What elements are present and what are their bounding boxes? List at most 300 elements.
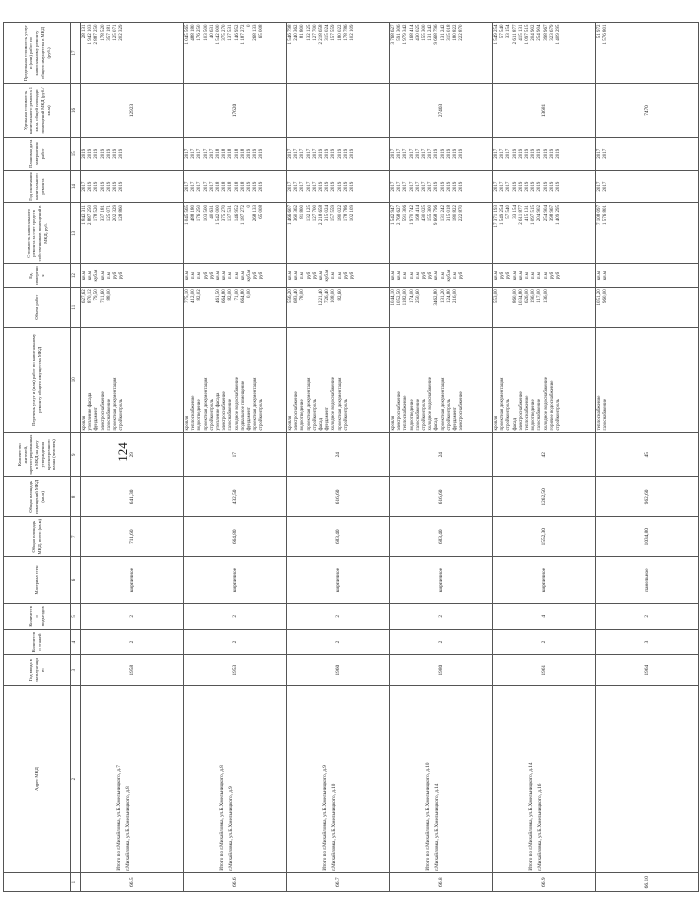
list-item: 40 631 [209,204,215,219]
list-item: 2 887 250 [94,24,100,45]
list-item: проектная документация [253,377,259,431]
list-item: 124,80 [446,289,452,304]
list-item: 202 329 [119,24,125,41]
column-number-row [71,23,81,892]
total-area: 683,40 [287,517,390,557]
volume-list [287,287,390,327]
list-item: 216,00 [452,289,458,304]
list-item: 2017 [500,148,506,159]
list-item: 254 904 [543,204,549,222]
list-item: руб [209,271,215,280]
list-item: 2017 [312,148,318,159]
list-item: 360 362 [294,204,300,222]
unit-list [493,264,596,287]
work-list [287,327,390,432]
list-item: кровля [82,415,87,431]
list-item: 2019 [253,148,259,159]
volume-list [493,287,596,327]
list-item: куб.м [94,269,100,282]
list-item: руб [312,271,318,280]
list-item: кв.м [82,270,87,281]
list-item: 131 242 [440,204,446,222]
list-item: 2018 [234,181,240,192]
floor-count: 2 [287,629,390,655]
list-item: п.м [440,272,446,280]
list-item: холодное водоснабжение [428,377,434,431]
list-item: 591 306 [403,204,409,222]
list-item: 128 860 [119,204,125,222]
address-cell [184,685,287,872]
volume-list [184,287,287,327]
list-item: кв.м [215,270,221,281]
list-item: теплоснабжение [524,395,530,431]
rooms-area: 616,60 [287,477,390,517]
list-item: 2019 [318,181,324,192]
list-item: 2019 [246,181,252,192]
list-item: 1 942 103 [88,24,94,45]
rooms-area: 641,30 [81,477,184,517]
list-item: 2018 [222,148,228,159]
list-item: 57 540 [500,24,506,39]
list-item: водоотведение [197,399,203,431]
list-item: 323 679 [549,24,555,41]
list-item: 180 822 [452,24,458,41]
list-item: 2019 [94,148,100,159]
address-cell [596,685,699,872]
column-number: 4 [71,629,81,655]
list-item: 2 218 658 [318,204,324,225]
list-item: фасад [512,417,518,431]
list-item: 2 887 250 [88,204,94,225]
list-item: 1 097 515 [531,204,537,225]
list-item: кв.м [318,270,324,281]
list-item: 683,40 [294,289,300,304]
list-item: 2019 [524,148,530,159]
list-item: 180 822 [452,204,458,222]
list-item: 2 611 877 [518,204,524,225]
list-item: п.м [300,272,306,280]
column-number: 14 [71,170,81,203]
list-item: 2019 [88,181,94,192]
list-item: 2017 [197,181,203,192]
list-item: 108,00 [331,289,337,304]
list-item: 2019 [343,181,349,192]
list-item: стройконтроль [555,399,561,431]
list-item: электроснабжение [294,391,300,431]
list-item: 180 022 [337,204,343,222]
list-item: газоснабжение [228,398,234,431]
address-line: г.Михайловка, ул.Б.Хмельницкого, д.8 [124,786,131,871]
list-item: теплоснабжение [597,395,602,431]
list-item: 2019 [94,181,100,192]
list-item: 28 131 [82,24,87,39]
list-item: 132 125 [306,204,312,222]
list-item: 168 414 [409,24,415,41]
list-item: проектная документация [440,377,446,431]
list-item: проектная документация [203,377,209,431]
list-item: 127 700 [312,24,318,41]
list-item: 2019 [543,148,549,159]
list-item: 2017 [185,148,190,159]
list-item: 2019 [549,148,555,159]
list-item: 775,10 [185,289,190,304]
column-number: 2 [71,685,81,872]
list-item: 2017 [294,181,300,192]
build-year: 1980 [390,655,493,685]
build-year: 1960 [287,655,390,685]
list-item: 860,00 [512,289,518,304]
list-item: 2019 [259,181,265,192]
list-item: п.м [537,272,543,280]
list-item: 315 024 [325,24,331,41]
work-list [390,327,493,432]
list-item: руб [259,271,265,280]
column-number: 10 [71,327,81,432]
list-item: проектная документация [500,377,506,431]
list-item: 2019 [82,148,87,159]
list-item: п.м [409,272,415,280]
list-item [259,289,265,325]
list-item: 1044,10 [391,289,396,306]
list-item: п.м [228,272,234,280]
list-item: 131 242 [428,24,434,41]
list-item: 726,40 [325,289,331,304]
work-list [596,327,699,432]
total-area: 664,80 [184,517,287,557]
column-number: 1 [71,873,81,892]
cost-list [184,203,287,264]
list-item: 2017 [288,181,293,192]
year-list [390,170,493,203]
address-cell [81,685,184,872]
list-item: руб [203,271,209,280]
list-item: 627,62 [82,289,87,304]
list-item: проектная документация [306,377,312,431]
list-item: кв.м [494,270,499,281]
list-item: стройконтроль [506,399,512,431]
row-number: 66.8 [390,873,493,892]
list-item: руб [506,271,512,280]
list-item: 2017 [494,148,499,159]
list-item: 178 520 [100,24,106,41]
list-item: 2017 [312,181,318,192]
list-item: 315 018 [446,204,452,222]
address-line: г.Михайловка, ул.Б.Хмельницкого, д.16 [536,783,543,871]
list-item: 461,50 [215,289,221,304]
list-item: 1 842 311 [82,204,87,225]
list-item: 415 131 [518,24,524,41]
list-item: 2019 [531,181,537,192]
list-item: 2017 [300,148,306,159]
total-line: Итого по г.Михайловка, ул.Б.Хмельницкого, д.8 [219,765,225,871]
list-item: куб.м [446,269,452,282]
specific-cost: 12923 [81,84,184,138]
list-item: 2018 [215,181,221,192]
list-item: газоснабжение [415,398,421,431]
column-number: 17 [71,23,81,84]
list-item: кровля [288,415,293,431]
list-item: 81 800 [300,204,306,219]
list-item: стройконтроль [421,399,427,431]
list-item: холодное водоснабжение [543,377,549,431]
list-item [459,289,465,325]
list-item: руб [349,271,355,280]
list-item: 125 071 [112,24,118,41]
list-item: 2017 [500,181,506,192]
list-item: 626,00 [524,289,530,304]
list-item: 2017 [415,181,421,192]
list-item: фундамент [246,407,252,431]
list-item: 2019 [343,148,349,159]
cost-list [390,203,493,264]
done-date-list [390,137,493,170]
list-item: 2017 [603,181,609,192]
done-date-list [493,137,596,170]
build-year: 1964 [596,655,699,685]
list-item: водоотведение [531,399,537,431]
list-item: 2019 [446,148,452,159]
list-item: 664,80 [222,289,228,304]
table-row [390,23,493,892]
list-item: п.м [331,272,337,280]
work-list [184,327,287,432]
wall-material: кирпичное [81,557,184,604]
list-item: руб [549,271,555,280]
list-item: теплоснабжение [191,395,197,431]
list-item: 132 125 [306,24,312,41]
list-item: электроснабжение [397,391,403,431]
column-number: 5 [71,603,81,629]
list-item: кв.м [240,270,246,281]
list-item: 2017 [409,181,415,192]
list-item: 2017 [415,148,421,159]
header-cell: Год окончания капитального ремонта [4,170,71,203]
list-item: п.м [452,272,458,280]
list-item: 2019 [518,148,524,159]
list-item: 176 250 [197,204,203,222]
list-item: кв.м [391,270,396,281]
address-cell [390,685,493,872]
cost-list [81,203,184,264]
list-item: 2017 [428,181,434,192]
list-item: 57 540 [506,204,512,219]
list-item: п.м [543,272,549,280]
list-item: п.м [197,272,203,280]
list-item: кв.м [288,270,293,281]
list-item: 2017 [294,148,300,159]
list-item: водоотведение [300,399,306,431]
list-item: 2019 [459,148,465,159]
list-item: 2019 [253,181,259,192]
list-item: руб [112,271,118,280]
year-list [184,170,287,203]
specific-cost [287,84,390,138]
unit-list [287,264,390,287]
list-item: 315 024 [325,204,331,222]
header-cell: Ед. измерения [4,264,71,287]
list-item: 2019 [112,148,118,159]
cost-list [493,203,596,264]
list-item: п.м [415,272,421,280]
total-area: 711,60 [81,517,184,557]
list-item: п.м [234,272,240,280]
row-number: 66.7 [287,873,390,892]
list-item: 2017 [597,181,602,192]
entrance-count: 2 [287,603,390,629]
list-item: руб [119,271,125,280]
list-item: 2017 [409,148,415,159]
list-item: 2017 [306,148,312,159]
list-item: 2019 [446,181,452,192]
list-item: 3462,80 [434,289,440,306]
list-item: электроснабжение [459,391,465,431]
table-row [287,23,390,892]
list-item: кв.м [185,270,190,281]
list-item: 2019 [440,181,446,192]
list-item: 117,00 [537,289,543,303]
list-item: 2019 [325,148,331,159]
list-item: 1182,00 [403,289,409,306]
list-item: фасад [434,417,440,431]
list-item: 131 242 [440,24,446,41]
header-cell: Объем работ [4,287,71,327]
column-number: 8 [71,477,81,517]
list-item: руб [459,271,465,280]
header-cell: Плановая дата завершения работ [4,137,71,170]
list-item: п.м [191,272,197,280]
list-item: руб [343,271,349,280]
list-item: холодное водоснабжение [234,377,240,431]
list-item: 2018 [215,148,221,159]
list-item: 2017 [185,181,190,192]
list-item: электроснабжение [518,391,524,431]
list-item: 1221,40 [318,289,324,306]
list-item: 2019 [512,181,518,192]
address-cell [493,685,596,872]
list-item: 2019 [452,181,458,192]
list-item: п.м [403,272,409,280]
work-list [81,327,184,432]
list-item: фундамент [452,407,458,431]
list-item: стройконтроль [259,399,265,431]
header-cell: Предельная стоимость услуг и (или) работ по капитальному ремонту общего имущества в МКД (руб.) [4,23,71,84]
list-item: 2019 [119,181,125,192]
list-item: 357 181 [106,24,112,41]
resident-count: 17 [184,432,287,477]
list-item: 1 542 947 [391,204,396,225]
list-item: 2 768 627 [397,204,403,225]
column-number: 9 [71,432,81,477]
address-line: г.Михайловка, ул.Б.Хмельницкого, д.9 [227,786,234,871]
list-item: кв.м [397,270,403,281]
list-item: 2017 [209,148,215,159]
entrance-count: 4 [493,603,596,629]
list-item: кв.м [88,270,94,281]
list-item: 398 967 [549,204,555,222]
list-item: 2017 [203,181,209,192]
year-list [287,170,390,203]
list-item: стройконтроль [312,399,318,431]
build-year: 1961 [493,655,596,685]
list-item: 146 952 [234,24,240,41]
list-item: 1 549 254 [494,24,499,45]
list-item: 79,50 [94,289,100,301]
list-item: 2017 [421,181,427,192]
list-item: 176 250 [197,24,203,41]
list-item: 2019 [88,148,94,159]
list-item: 2 611 877 [512,24,518,45]
list-item: 2019 [537,148,543,159]
list-item: 2019 [555,148,561,159]
list-item: 591 306 [397,24,403,41]
list-item: 415 131 [524,204,530,222]
table-row [81,23,184,892]
list-item: 9 668 796 [434,204,440,225]
list-item: 268 133 [253,204,259,222]
list-item: 2018 [240,181,246,192]
list-item: 960,00 [603,289,609,304]
floor-count: 3 [596,629,699,655]
list-item: 137 531 [228,204,234,222]
list-item: кровля [494,415,499,431]
list-item: 1 409 295 [555,24,561,45]
header-cell: Количество жителей, зарегистрированных в МКД на дату утверждения краткосрочного плана (человек) [4,432,71,477]
specific-cost: 17620 [184,84,287,138]
rooms-area: 962,60 [596,477,699,517]
list-item: 2019 [337,148,343,159]
address-line: г.Михайловка, ул.Б.Хмельницкого, д.10 [330,783,337,871]
list-item: 430 025 [415,24,421,41]
list-item: 78,00 [300,289,306,301]
list-item: 2017 [397,181,403,192]
list-item: 155 300 [428,204,434,222]
list-item: 711,60 [100,289,106,303]
list-item: 157 559 [331,24,337,41]
limit-cost-list [596,23,699,84]
page-number: 124 [115,442,130,462]
list-item: 2017 [403,181,409,192]
total-area: 1034,80 [596,517,699,557]
list-item: 0 [246,24,252,27]
list-item: 82,02 [197,289,203,301]
list-item: 337 181 [100,204,106,222]
header-row [4,23,71,892]
list-item: 180 022 [337,24,343,41]
wall-material: кирпичное [287,557,390,604]
list-item: 1052,50 [397,289,403,306]
list-item: газоснабжение [106,398,112,431]
year-list [596,170,699,203]
list-item: 2017 [494,181,499,192]
list-item: 2017 [197,148,203,159]
list-item: руб [306,271,312,280]
list-item: 51 972 [597,24,602,39]
list-item: 1 409 295 [555,204,561,225]
entrance-count: 2 [81,603,184,629]
list-item: утепление фасада [88,392,94,431]
total-area: 683,40 [390,517,493,557]
header-cell: Стоимость капитального ремонта за счет средств собственников помещений в МКД, руб. [4,203,71,264]
list-item: п.м [531,272,537,280]
list-item: кровля [185,415,190,431]
header-cell: Перечень услуг и (или) работ по капитальному ремонту общего имущества МКД [4,327,71,432]
year-list [81,170,184,203]
list-item: 0 [246,204,252,208]
list-item: 33 154 [512,204,518,219]
rooms-area: 1262,50 [493,477,596,517]
list-item: 178 786 [343,24,349,41]
list-item: 127 700 [312,204,318,222]
